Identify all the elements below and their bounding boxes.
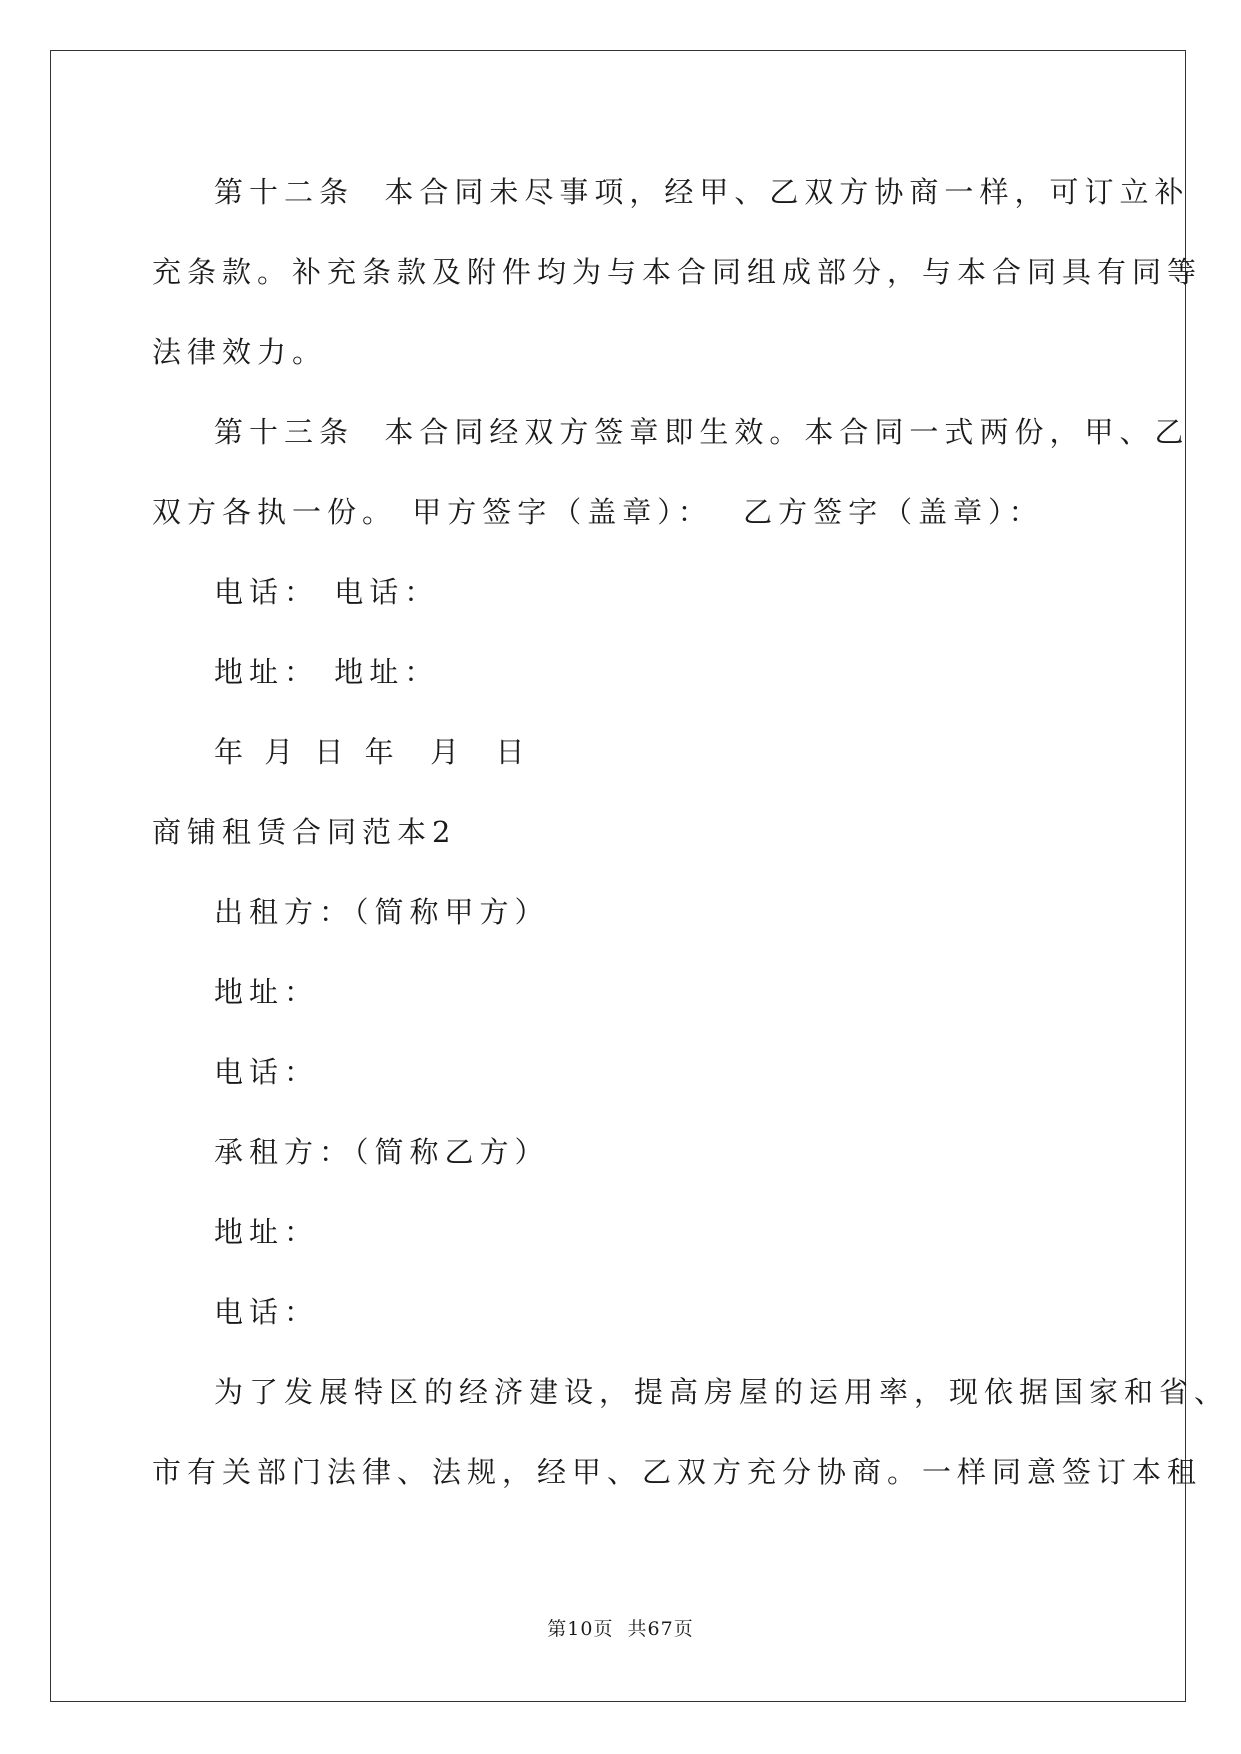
preamble-line-2: 市有关部门法律、法规，经甲、乙双方充分协商。一样同意签订本租 [152, 1455, 1203, 1489]
lessor-address-line: 地址： [214, 975, 320, 1009]
page-number-footer: 第10页 共67页 [547, 1618, 694, 1640]
clause-13-line-1: 第十三条 本合同经双方签章即生效。本合同一式两份，甲、乙 [214, 415, 1190, 449]
section-title: 商铺租赁合同范本2 [152, 815, 457, 849]
lessor-line: 出租方：（简称甲方） [214, 895, 550, 929]
phone-line: 电话： 电话： [214, 575, 440, 609]
address-line: 地址： 地址： [214, 655, 440, 689]
date-line: 年 月 日 年 月 日 [214, 735, 531, 769]
clause-12-line-2: 充条款。补充条款及附件均为与本合同组成部分，与本合同具有同等 [152, 255, 1203, 289]
lessee-address-line: 地址： [214, 1215, 320, 1249]
clause-13-line-2: 双方各执一份。 甲方签字（盖章）： 乙方签字（盖章）： [152, 495, 1044, 529]
lessor-phone-line: 电话： [214, 1055, 320, 1089]
preamble-line-1: 为了发展特区的经济建设，提高房屋的运用率，现依据国家和省、 [214, 1375, 1230, 1409]
clause-12-line-3: 法律效力。 [152, 335, 328, 369]
lessee-line: 承租方：（简称乙方） [214, 1135, 550, 1169]
lessee-phone-line: 电话： [214, 1295, 320, 1329]
clause-12-line-1: 第十二条 本合同未尽事项，经甲、乙双方协商一样，可订立补 [214, 175, 1190, 209]
